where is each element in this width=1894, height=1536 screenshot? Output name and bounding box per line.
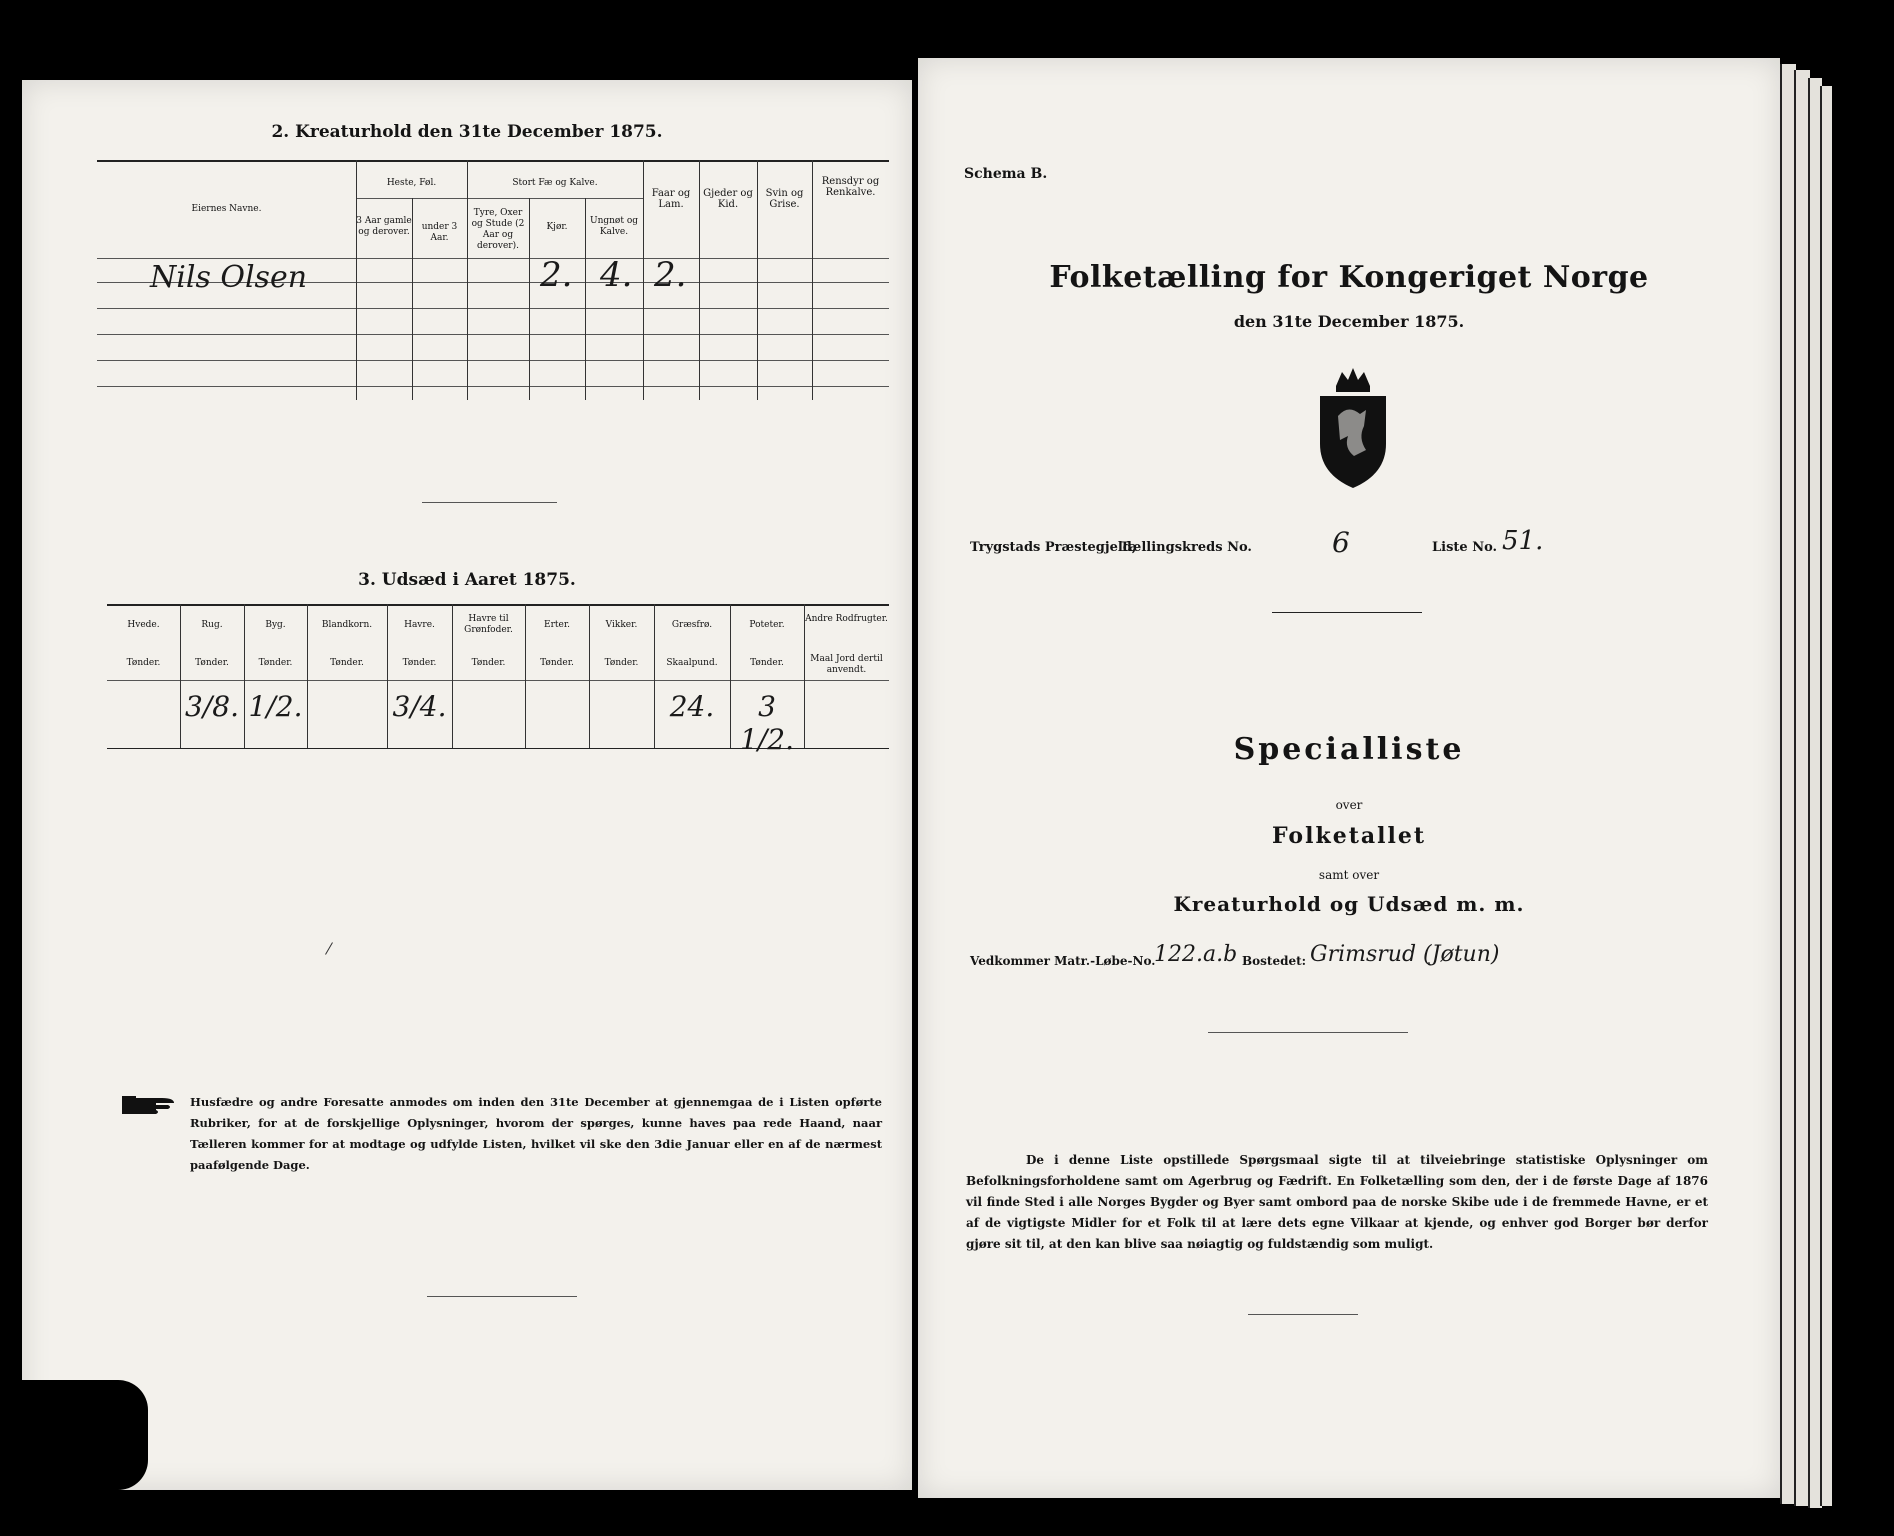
schema-label: Schema B.: [964, 166, 1048, 182]
over-label: over: [1335, 798, 1363, 812]
bosted-value: Grimsrud (Jøtun): [1310, 942, 1500, 967]
sowing-header-8: Græsfrø.: [671, 620, 713, 630]
header-owner: Eiernes Navne.: [191, 204, 262, 214]
parish-label: Trygstads Præstegjeld,: [970, 540, 1137, 555]
sowing-unit-3: Tønder.: [330, 658, 364, 668]
census-title: Folketælling for Kongeriget Norge: [1049, 260, 1649, 295]
header-horses: Heste, Føl.: [386, 178, 437, 188]
sowing-header-6: Erter.: [544, 620, 570, 630]
list-number: 51.: [1502, 526, 1544, 556]
header-cattle-young: Ungnøt og Kalve.: [589, 216, 638, 237]
sheep-value: 2.: [654, 255, 687, 295]
sowing-header-10: Andre Rodfrugter.: [805, 614, 888, 624]
header-cattle-cows: Kjør.: [546, 222, 568, 232]
sowing-unit-10: Maal Jord dertil anvendt.: [810, 654, 883, 675]
divider: [427, 1296, 577, 1297]
pointing-hand-icon: [122, 1094, 178, 1116]
pen-mark: [325, 942, 333, 955]
sowing-unit-7: Tønder.: [604, 658, 639, 668]
list-label: Liste No.: [1432, 540, 1498, 555]
divider: [1208, 1032, 1408, 1033]
page-stack-edge: [1820, 86, 1832, 1506]
header-sheep: Faar og Lam.: [651, 188, 691, 210]
divider: [1248, 1314, 1358, 1315]
sowing-header-0: Hvede.: [127, 620, 160, 630]
sowing-value-1: 3/8.: [185, 690, 239, 723]
sowing-unit-6: Tønder.: [540, 658, 574, 668]
sowing-unit-8: Skaalpund.: [666, 658, 718, 668]
header-goats: Gjeder og Kid.: [703, 188, 753, 210]
sowing-unit-5: Tønder.: [471, 658, 506, 668]
header-pigs: Svin og Grise.: [765, 188, 804, 210]
matr-label: Vedkommer Matr.-Løbe-No.: [970, 954, 1156, 968]
census-subtitle: den 31te December 1875.: [1233, 312, 1465, 331]
right-page: [918, 58, 1780, 1498]
intro-text: De i denne Liste opstillede Spørgsmaal sigte til at tilveiebringe statistiske Oplysninger om Befolkningsforholdene samt om Agerbrug og Fædrift. En Folketælling som den, der i de første Dage af 1876 vil finde Sted i alle Norges Bygder og Byer samt ombord paa de norske Skibe ude i de fremmede Havne, er et af de vigtigste Midler for et Folk til at lære dets egne Vilkaar at kjende, og enhver god Borger bør derfor gjøre sit til, at den kan blive saa nøiagtig og fuldstændig som muligt.: [966, 1153, 1708, 1251]
kreaturhold-heading: Kreaturhold og Udsæd m. m.: [1173, 892, 1525, 916]
header-horses-adult: 3 Aar gamle og derover.: [356, 216, 412, 237]
header-cattle: Stort Fæ og Kalve.: [512, 178, 598, 188]
sowing-unit-4: Tønder.: [402, 658, 437, 668]
norwegian-coat-of-arms-icon: [1314, 366, 1392, 490]
sowing-value-8: 24.: [669, 690, 715, 723]
cows-value: 2.: [540, 255, 573, 295]
specialliste-heading: Specialliste: [1233, 732, 1465, 767]
sowing-unit-0: Tønder.: [126, 658, 161, 668]
sowing-header-7: Vikker.: [605, 620, 638, 630]
divider: [422, 502, 557, 503]
header-cattle-bulls: Tyre, Oxer og Stude (2 Aar og derover).: [471, 208, 525, 251]
folketallet-heading: Folketallet: [1272, 823, 1426, 849]
section3-title: 3. Udsæd i Aaret 1875.: [358, 570, 576, 590]
sowing-unit-1: Tønder.: [195, 658, 229, 668]
section2-title: 2. Kreaturhold den 31te December 1875.: [271, 122, 663, 142]
district-number: 6: [1332, 526, 1350, 559]
samt-over-label: samt over: [1318, 868, 1380, 882]
sowing-header-4: Havre.: [404, 620, 435, 630]
district-label: Tællingskreds No.: [1120, 540, 1252, 555]
young-cattle-value: 4.: [600, 255, 633, 295]
sowing-unit-2: Tønder.: [258, 658, 293, 668]
notice-text: Husfædre og andre Foresatte anmodes om inden den 31te December at gjennemgaa de i Listen opførte Rubriker, for at de forskjellige Oplysninger, hvorom der spørges, kunne haves paa rede Haand, naar Tælleren kommer for at modtage og udfylde Listen, hvilket vil ske den 3die Januar eller en af de nærmest paafølgende Dage.: [190, 1095, 882, 1172]
sowing-header-9: Poteter.: [749, 620, 785, 630]
sowing-unit-9: Tønder.: [750, 658, 784, 668]
sowing-header-5: Havre til Grønfoder.: [464, 614, 513, 635]
divider: [1272, 612, 1422, 613]
sowing-value-4: 3/4.: [392, 690, 447, 723]
owner-name: Nils Olsen: [150, 260, 308, 295]
sowing-value-9: 3 1/2.: [740, 690, 794, 756]
sowing-header-2: Byg.: [265, 620, 286, 630]
header-reindeer: Rensdyr og Renkalve.: [821, 176, 880, 198]
sowing-value-2: 1/2.: [248, 690, 303, 723]
sowing-column-divider: [804, 604, 805, 748]
matr-number: 122.a.b: [1154, 942, 1238, 967]
header-horses-young: under 3 Aar.: [421, 222, 458, 243]
sowing-header-3: Blandkorn.: [321, 620, 373, 630]
left-page: [22, 80, 912, 1490]
sowing-header-1: Rug.: [201, 620, 223, 630]
bosted-label: Bostedet:: [1242, 954, 1307, 968]
binding-tab: [0, 1380, 148, 1490]
